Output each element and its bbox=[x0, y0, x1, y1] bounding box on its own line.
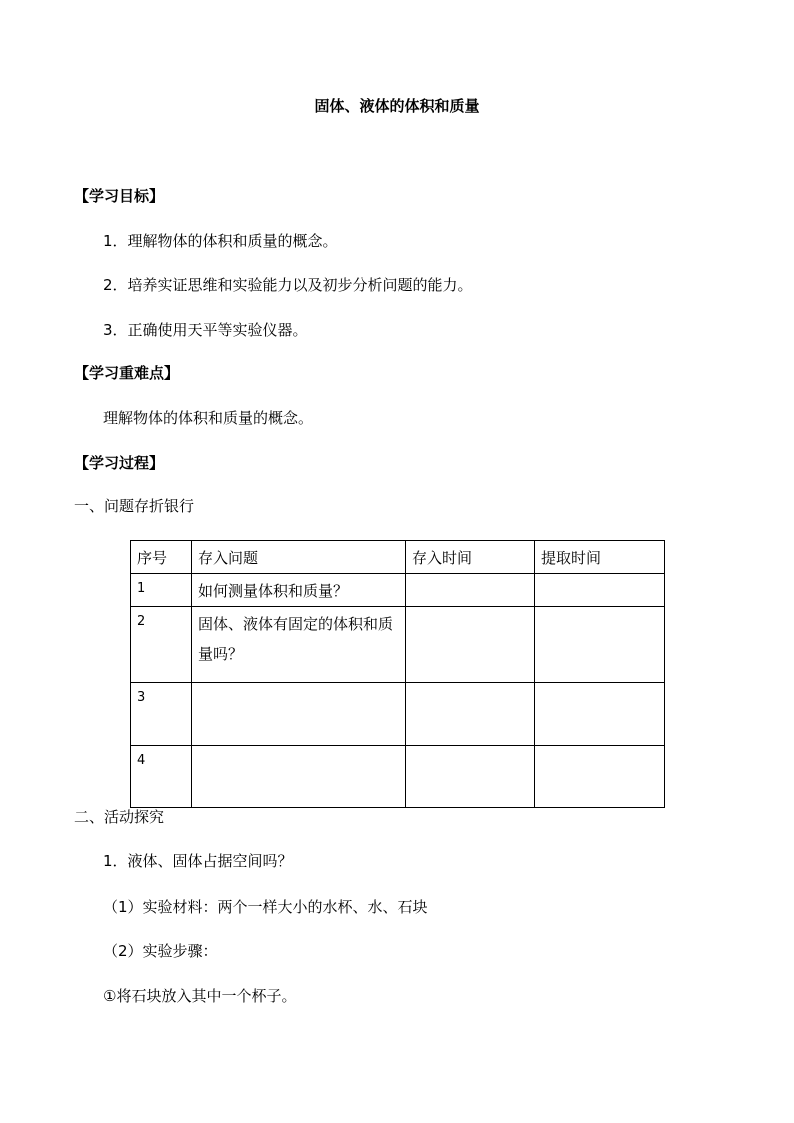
key-points-heading: 【学习重难点】 bbox=[74, 364, 180, 382]
row-withdraw-time bbox=[535, 607, 665, 683]
question-bank-table bbox=[130, 540, 665, 808]
table-row bbox=[131, 607, 665, 683]
steps-heading: （2）实验步骤： bbox=[103, 942, 218, 960]
row-num: 2 bbox=[131, 607, 192, 683]
page-title: 固体、液体的体积和质量 bbox=[314, 97, 480, 115]
header-cell-question: 存入问题 bbox=[192, 541, 406, 574]
goals-heading: 【学习目标】 bbox=[74, 187, 165, 205]
table-row bbox=[131, 574, 665, 607]
question-1: 1．液体、固体占据空间吗？ bbox=[103, 852, 293, 870]
row-question: 如何测量体积和质量？ bbox=[192, 574, 406, 607]
table-row bbox=[131, 746, 665, 808]
process-heading: 【学习过程】 bbox=[74, 454, 165, 472]
header-cell-deposit: 存入时间 bbox=[406, 541, 535, 574]
row-withdraw-time bbox=[535, 683, 665, 746]
row-num: 3 bbox=[131, 683, 192, 746]
row-deposit-time bbox=[406, 607, 535, 683]
goal-item-3: 3．正确使用天平等实验仪器。 bbox=[103, 321, 308, 339]
goal-item-2: 2．培养实证思维和实验能力以及初步分析问题的能力。 bbox=[103, 276, 473, 294]
row-withdraw-time bbox=[535, 746, 665, 808]
part1-heading: 一、问题存折银行 bbox=[74, 497, 195, 515]
materials-line: （1）实验材料：两个一样大小的水杯、水、石块 bbox=[103, 898, 428, 916]
row-deposit-time bbox=[406, 574, 535, 607]
row-question bbox=[192, 683, 406, 746]
table-row bbox=[131, 683, 665, 746]
row-num: 1 bbox=[131, 574, 192, 607]
goal-item-1: 1．理解物体的体积和质量的概念。 bbox=[103, 232, 338, 250]
header-cell-withdraw: 提取时间 bbox=[535, 541, 665, 574]
header-cell-num: 序号 bbox=[131, 541, 192, 574]
row-question: 固体、液体有固定的体积和质量吗？ bbox=[192, 607, 406, 683]
step-1: ①将石块放入其中一个杯子。 bbox=[103, 987, 297, 1005]
key-points-text: 理解物体的体积和质量的概念。 bbox=[103, 409, 314, 427]
row-deposit-time bbox=[406, 746, 535, 808]
row-deposit-time bbox=[406, 683, 535, 746]
table-header-row bbox=[131, 541, 665, 574]
row-withdraw-time bbox=[535, 574, 665, 607]
row-num: 4 bbox=[131, 746, 192, 808]
part2-heading: 二、活动探究 bbox=[74, 808, 165, 826]
row-question bbox=[192, 746, 406, 808]
